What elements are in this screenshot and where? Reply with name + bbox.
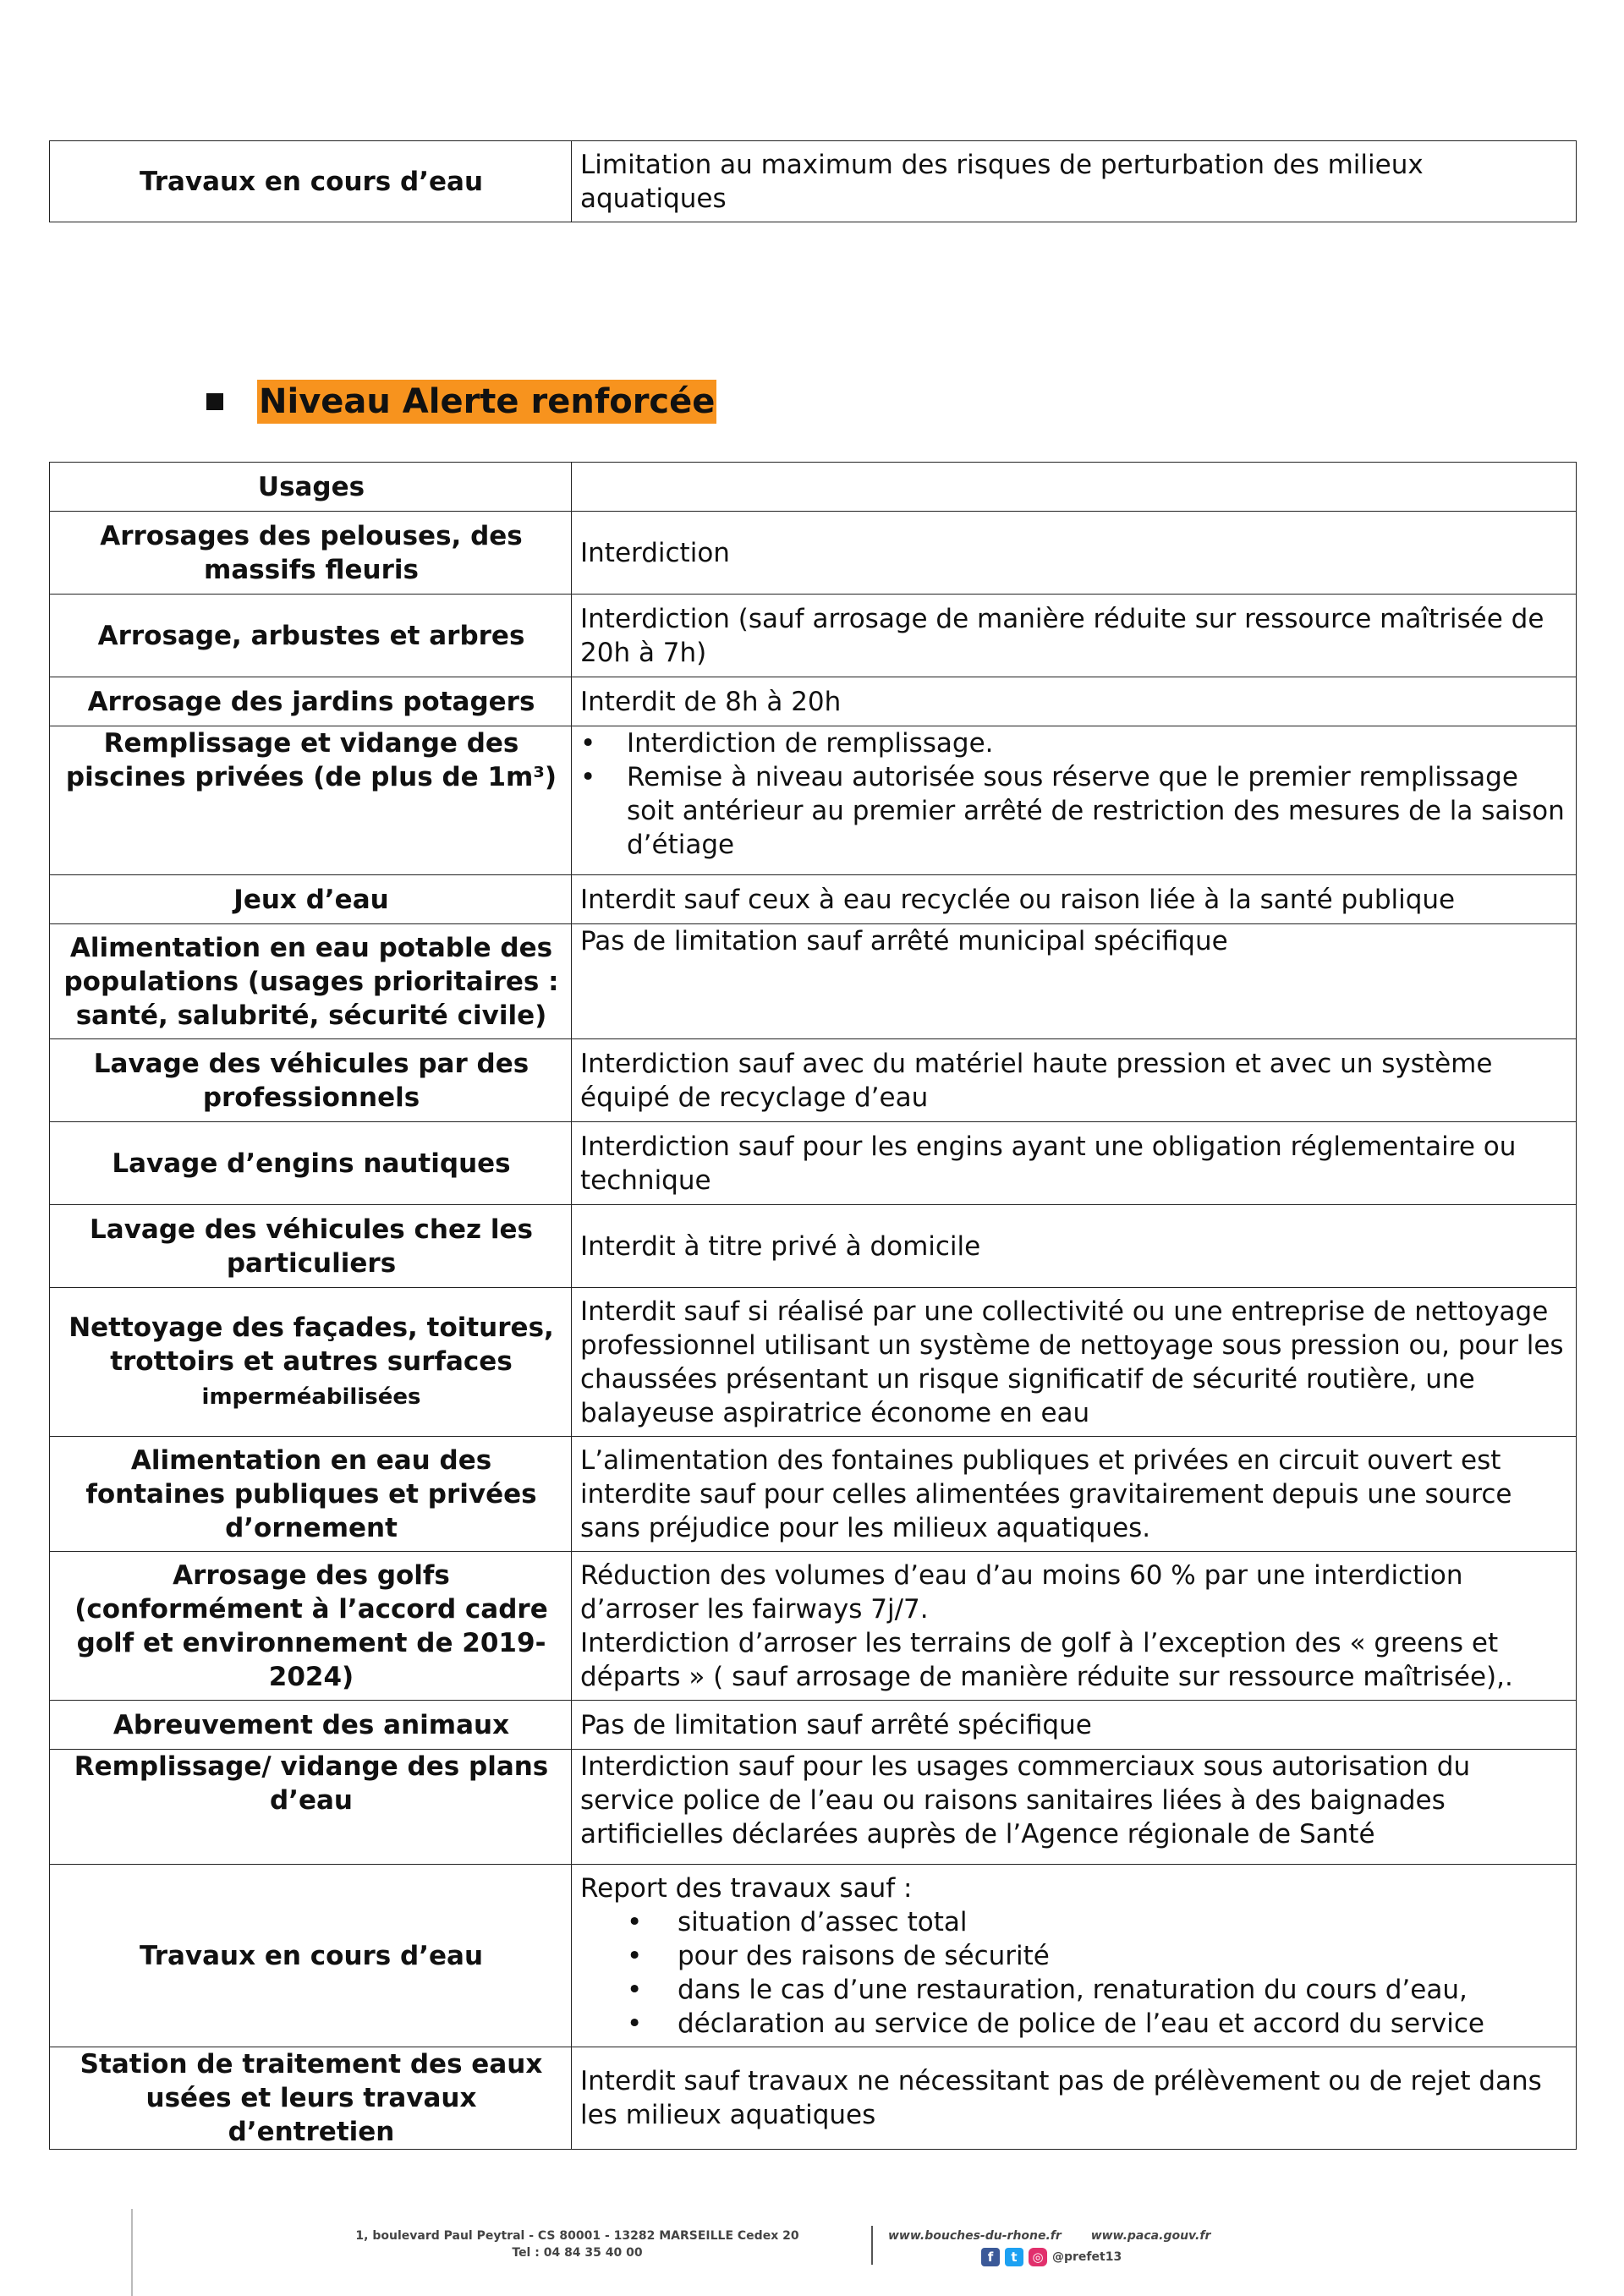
square-bullet-icon	[206, 393, 223, 410]
usage-value: Interdiction sauf pour les engins ayant une obligation réglementaire ou technique	[572, 1122, 1577, 1205]
bullet-icon: •	[580, 762, 596, 792]
table-row	[50, 512, 1577, 595]
table-row	[50, 2047, 1577, 2150]
footer-link-paca[interactable]: www.paca.gouv.fr	[1090, 2229, 1211, 2243]
list-item	[580, 726, 1569, 760]
usage-label: Lavage des véhicules chez les particuliers	[50, 1205, 572, 1288]
usage-label: Alimentation en eau des fontaines publiques et privées d’ornement	[50, 1437, 572, 1552]
usage-label	[50, 1288, 572, 1437]
usage-value: Pas de limitation sauf arrêté spécifique	[572, 1701, 1577, 1750]
usage-label: Arrosage des jardins potagers	[50, 677, 572, 726]
list-item	[580, 760, 1569, 862]
footer-links-block	[888, 2228, 1243, 2266]
usage-label: Arrosages des pelouses, des massifs fleuris	[50, 512, 572, 595]
table-row	[50, 595, 1577, 677]
section-title: Niveau Alerte renforcée	[257, 380, 716, 424]
table-row	[50, 1039, 1577, 1122]
table-row	[50, 875, 1577, 924]
footer-margin-rule	[131, 2209, 133, 2296]
usage-value: Interdit de 8h à 20h	[572, 677, 1577, 726]
section-heading	[206, 379, 716, 425]
footer-separator	[871, 2226, 873, 2265]
instagram-icon[interactable]: ◎	[1029, 2248, 1047, 2266]
bullet-icon: •	[627, 1906, 643, 1937]
usage-value: Interdit sauf travaux ne nécessitant pas de prélèvement ou de rejet dans les milieux aquatiques	[572, 2047, 1577, 2150]
footer-address: 1, boulevard Paul Peytral - CS 80001 - 13282 MARSEILLE Cedex 20	[355, 2229, 799, 2243]
usage-value: L’alimentation des fontaines publiques et privées en circuit ouvert est interdite sauf pour celles alimentées gravitairement depuis une source sans préjudice pour les milieux aquatiques.	[572, 1437, 1577, 1552]
usage-label: Remplissage/ vidange des plans d’eau	[50, 1750, 572, 1865]
usage-value: Limitation au maximum des risques de perturbation des milieux aquatiques	[572, 141, 1577, 222]
table-row	[50, 1437, 1577, 1552]
list-item-text: Remise à niveau autorisée sous réserve que le premier remplissage soit antérieur au premier arrêté de restriction des mesures de la saison d’étiage	[627, 762, 1565, 860]
usage-label: Lavage d’engins nautiques	[50, 1122, 572, 1205]
usage-label: Jeux d’eau	[50, 875, 572, 924]
bullet-icon: •	[627, 1974, 643, 2005]
social-links	[981, 2248, 1243, 2266]
table-row	[50, 1701, 1577, 1750]
usage-value-line: Réduction des volumes d’eau d’au moins 60 % par une interdiction d’arroser les fairways 7j/7.	[580, 1559, 1463, 1625]
bullet-list	[580, 1905, 1569, 2041]
facebook-icon[interactable]: f	[981, 2248, 1000, 2266]
usage-label-small: imperméabilisées	[201, 1384, 421, 1410]
bullet-list	[580, 726, 1569, 862]
usage-label: Lavage des véhicules par des professionnels	[50, 1039, 572, 1122]
usage-label: Remplissage et vidange des piscines privées (de plus de 1m³)	[50, 726, 572, 875]
usage-label: Station de traitement des eaux usées et leurs travaux d’entretien	[50, 2047, 572, 2150]
usage-value: Interdit sauf si réalisé par une collectivité ou une entreprise de nettoyage professionnel utilisant un système de nettoyage sous pression ou, pour les chaussées présentant un risque significatif de sécurité routière, une balayeuse aspiratrice économe en eau	[572, 1288, 1577, 1437]
usage-label: Travaux en cours d’eau	[50, 1865, 572, 2047]
usage-restrictions-table	[49, 462, 1577, 2150]
top-table	[49, 140, 1577, 222]
header-empty	[572, 463, 1577, 512]
table-row	[50, 677, 1577, 726]
usage-value: Interdiction (sauf arrosage de manière réduite sur ressource maîtrisée de 20h à 7h)	[572, 595, 1577, 677]
usage-value	[572, 1865, 1577, 2047]
usage-label: Travaux en cours d’eau	[50, 141, 572, 222]
usage-label: Alimentation en eau potable des populations (usages prioritaires : santé, salubrité, sécurité civile)	[50, 924, 572, 1039]
table-row	[50, 1552, 1577, 1701]
list-item-text: situation d’assec total	[678, 1906, 968, 1937]
table-row	[50, 1122, 1577, 1205]
usage-value: Pas de limitation sauf arrêté municipal spécifique	[572, 924, 1577, 1039]
social-handle: @prefet13	[1052, 2250, 1122, 2264]
usage-value: Interdiction	[572, 512, 1577, 595]
footer-phone: Tel : 04 84 35 40 00	[512, 2246, 643, 2260]
list-item-text: déclaration au service de police de l’eau et accord du service	[678, 2008, 1484, 2039]
table-row	[50, 1865, 1577, 2047]
table-row	[50, 1288, 1577, 1437]
footer-address-block	[296, 2228, 859, 2261]
usage-value	[572, 1552, 1577, 1701]
list-item-text: dans le cas d’une restauration, renaturation du cours d’eau,	[678, 1974, 1468, 2005]
table-row	[50, 726, 1577, 875]
usage-label: Abreuvement des animaux	[50, 1701, 572, 1750]
footer-link-bouches-du-rhone[interactable]: www.bouches-du-rhone.fr	[888, 2229, 1062, 2243]
usage-value: Interdit sauf ceux à eau recyclée ou raison liée à la santé publique	[572, 875, 1577, 924]
header-usages: Usages	[50, 463, 572, 512]
usage-label-main: Nettoyage des façades, toitures, trottoirs et autres surfaces	[69, 1312, 554, 1377]
usage-label: Arrosage des golfs (conformément à l’accord cadre golf et environnement de 2019-2024)	[50, 1552, 572, 1701]
bullet-icon: •	[627, 2008, 643, 2039]
list-item	[580, 1905, 1569, 1939]
list-item	[580, 1973, 1569, 2007]
table-row	[50, 1750, 1577, 1865]
usage-label: Arrosage, arbustes et arbres	[50, 595, 572, 677]
table-row	[50, 924, 1577, 1039]
usage-value: Interdiction sauf pour les usages commerciaux sous autorisation du service police de l’eau ou raisons sanitaires liées à des baignades artificielles déclarées auprès de l’Agence régionale de Santé	[572, 1750, 1577, 1865]
bullet-icon: •	[580, 728, 596, 759]
usage-value: Interdiction sauf avec du matériel haute pression et avec un système équipé de recyclage d’eau	[572, 1039, 1577, 1122]
list-item	[580, 2007, 1569, 2041]
table-row	[50, 141, 1577, 222]
table-row	[50, 1205, 1577, 1288]
twitter-icon[interactable]: t	[1005, 2248, 1023, 2266]
usage-value: Interdit à titre privé à domicile	[572, 1205, 1577, 1288]
list-item	[580, 1939, 1569, 1973]
table-header-row	[50, 463, 1577, 512]
usage-value-intro: Report des travaux sauf :	[580, 1872, 913, 1904]
bullet-icon: •	[627, 1940, 643, 1971]
list-item-text: pour des raisons de sécurité	[678, 1940, 1050, 1971]
usage-value-line: Interdiction d’arroser les terrains de golf à l’exception des « greens et départs » ( sauf arrosage de manière réduite sur ressource maîtrisée),.	[580, 1627, 1513, 1692]
usage-value	[572, 726, 1577, 875]
list-item-text: Interdiction de remplissage.	[627, 728, 994, 759]
